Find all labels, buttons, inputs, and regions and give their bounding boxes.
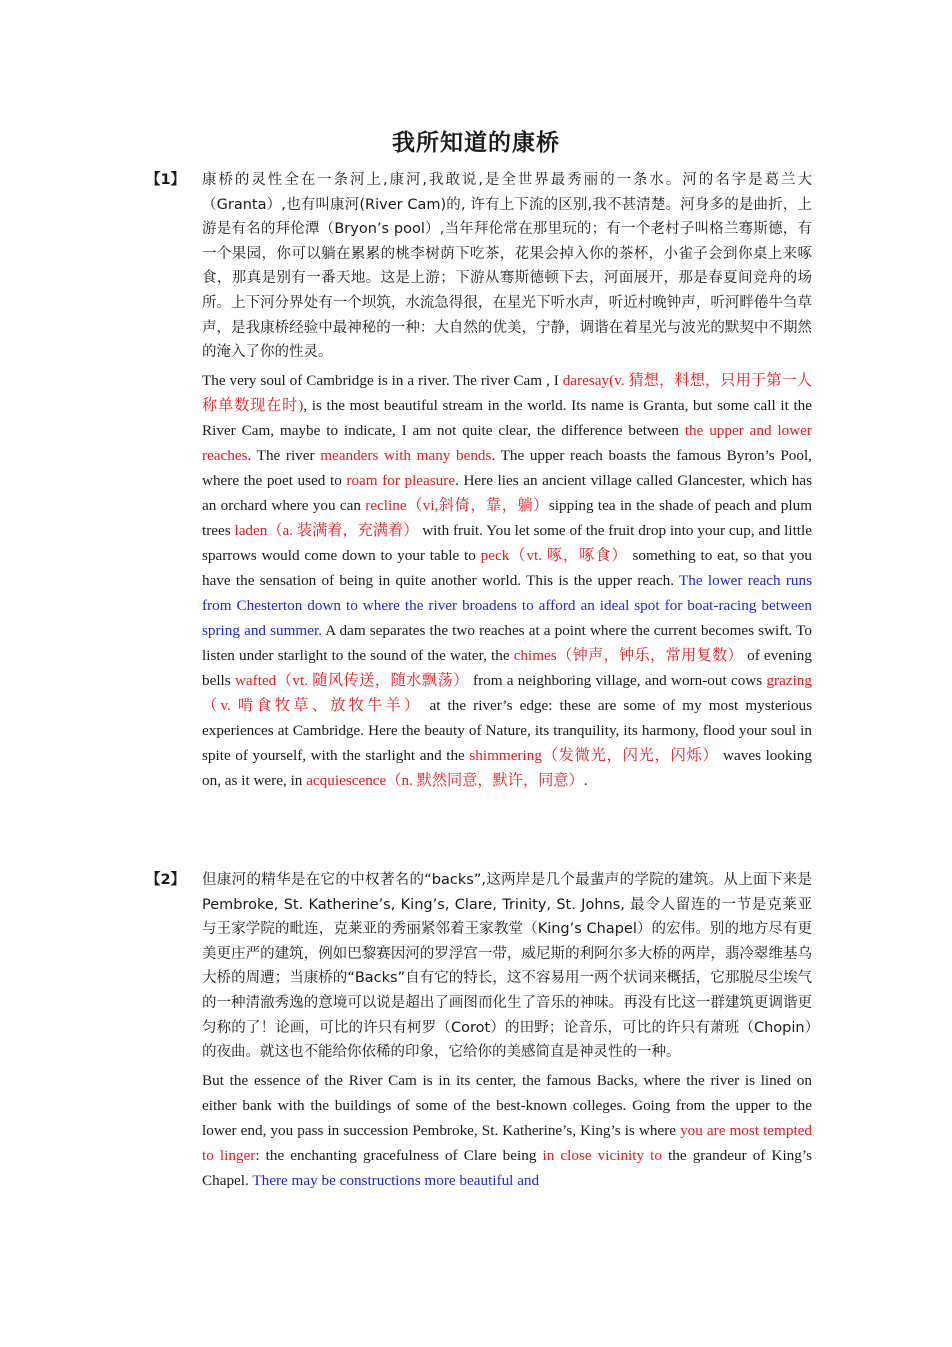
text-run: , is the most beautiful stream in the world. Its name is Granta, but some call it the River Cam, maybe to indicate, I am not quite clear, the difference between xyxy=(202,396,812,439)
text-run: something to eat, so that you have the sensation of being in quite another world. This is the upper reach. xyxy=(202,546,812,589)
text-run: . The upper reach boasts the famous Byron’s Pool, where the poet used to xyxy=(202,446,812,489)
vocab-annotation: wafted（vt. 随风传送，随水飘荡） xyxy=(234,671,469,689)
page-title: 我所知道的康桥 xyxy=(392,130,560,156)
highlighted-phrase: in close vicinity to xyxy=(542,1146,662,1164)
highlighted-sentence: The lower reach runs from Chesterton down to where the river broadens to afford an ideal spot for boat-racing between spring and summer. xyxy=(202,571,812,639)
chinese-paragraph: 但康河的精华是在它的中权著名的“backs”,这两岸是几个最蜚声的学院的建筑。从上面下来是 Pembroke, St. Katherine’s, King’s, Clare, Trinity, St. Johns, 最令人留连的一节是克莱亚与王家学院的毗连，克莱亚的秀丽紧邻着王家教堂（King’s Chapel）的宏伟。别的地方尽有更美更庄严的建筑，例如巴黎赛因河的罗浮宫一带，威尼斯的利阿尔多大桥的两岸，翡冷翠维基乌大桥的周遭；当康桥的“Backs”自有它的特长，这不容易用一两个状词来概括，它那脱尽尘埃气的一种清澈秀逸的意境可以说是超出了画图而化生了音乐的神味。再没有比这一群建筑更调谐更匀称的了！论画，可比的许只有柯罗（Corot）的田野；论音乐，可比的许只有萧班（Chopin）的夜曲。就这也不能给你依稀的印象，它给你的美感简直是神灵性的一种。 xyxy=(202,872,812,1061)
vocab-annotation: grazing（v. 啃食牧草、放牧牛羊） xyxy=(202,671,812,714)
vocab-annotation: chimes（钟声，钟乐，常用复数） xyxy=(513,646,744,664)
text-run: waves looking on, as it were, in xyxy=(202,746,812,789)
section-marker: 【2】 xyxy=(146,872,186,888)
text-run: of evening bells xyxy=(202,646,812,689)
highlighted-sentence: There may be constructions more beautiful and xyxy=(252,1171,540,1189)
section-1 xyxy=(146,168,816,793)
highlighted-phrase: meanders with many bends xyxy=(320,446,492,464)
vocab-annotation: acquiescence（n. 默然同意，默许，同意） xyxy=(306,771,584,789)
text-run: from a neighboring village, and worn-out cows xyxy=(468,671,767,689)
text-run: A dam separates the two reaches at a point where the current becomes swift. To listen under starlight to the sound of the water, the xyxy=(202,621,812,664)
vocab-annotation: recline（vi,斜倚，靠，躺） xyxy=(365,496,549,514)
text-run: . xyxy=(583,771,588,789)
text-run: the grandeur of King’s Chapel. xyxy=(202,1146,812,1189)
highlighted-phrase: the upper and lower reaches xyxy=(202,421,812,464)
english-paragraph xyxy=(202,1068,812,1193)
highlighted-phrase: roam for pleasure xyxy=(346,471,456,489)
text-run: But the essence of the River Cam is in its center, the famous Backs, where the river is lined on either bank with the buildings of some of the best-known colleges. Going from the upper to the lower end, you pass in succession Pembroke, St. Katherine’s, King’s is where xyxy=(202,1071,812,1139)
vocab-annotation: shimmering（发微光，闪光，闪烁） xyxy=(469,746,719,764)
text-run: sipping tea in the shade of peach and plum trees xyxy=(202,496,813,539)
section-marker: 【1】 xyxy=(146,172,186,188)
text-run: . The river xyxy=(247,446,321,464)
text-run: : the enchanting gracefulness of Clare being xyxy=(255,1146,543,1164)
text-run: The very soul of Cambridge is in a river. The river Cam , I xyxy=(202,371,563,389)
highlighted-phrase: you are most tempted to linger xyxy=(202,1121,813,1164)
english-paragraph xyxy=(202,368,812,793)
vocab-annotation: peck（vt. 啄，啄食） xyxy=(480,546,628,564)
text-run: at the river’s edge: these are some of my most mysterious experiences at Cambridge. Here the beauty of Nature, its tranquility, its harmony, flood your soul in spite of yourself, with the starlight and the xyxy=(202,696,812,764)
text-run: . Here lies an ancient village called Glancester, which has an orchard where you can xyxy=(202,471,812,514)
section-2 xyxy=(146,868,816,1193)
chinese-paragraph: 康桥的灵性全在一条河上,康河,我敢说,是全世界最秀丽的一条水。河的名字是葛兰大（Granta）,也有叫康河(River Cam)的, 许有上下流的区别,我不甚清楚。河身多的是曲折，上游是有名的拜伦潭（Bryon’s pool）,当年拜伦常在那里玩的；有一个老村子叫格兰骞斯德，有一个果园，你可以躺在累累的桃李树荫下吃茶，花果会掉入你的茶杯，小雀子会到你桌上来啄食，那真是别有一番天地。这是上游；下游从骞斯德顿下去，河面展开，那是春夏间竞舟的场所。上下河分界处有一个坝筑，水流急得很，在星光下听水声，听近村晚钟声，听河畔倦牛刍草声，是我康桥经验中最神秘的一种：大自然的优美，宁静，调谐在着星光与波光的默契中不期然的淹入了你的性灵。 xyxy=(202,172,812,361)
vocab-annotation: daresay(v. 猜想，料想，只用于第一人称单数现在时) xyxy=(202,371,812,414)
vocab-annotation: laden（a. 装满着，充满着） xyxy=(234,521,419,539)
text-run: with fruit. You let some of the fruit drop into your cup, and little sparrows would come down to your table to xyxy=(202,521,812,564)
